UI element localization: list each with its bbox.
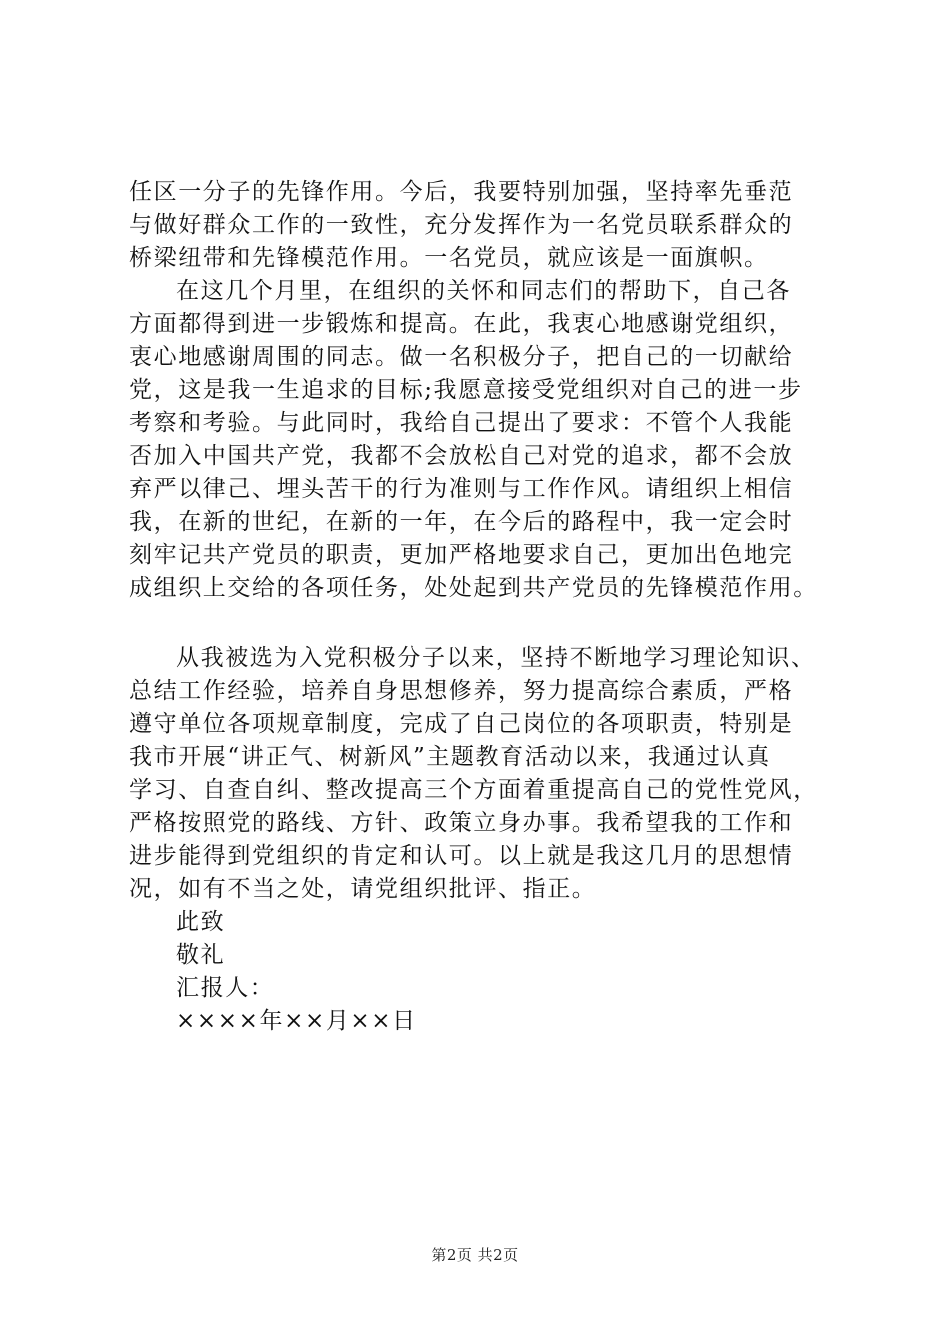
text-line: 进步能得到党组织的肯定和认可。以上就是我这几月的思想情 (129, 843, 794, 869)
text-line: 弃严以律己、埋头苦干的行为准则与工作作风。请组织上相信 (129, 476, 794, 502)
text-line: 党，这是我一生追求的目标;我愿意接受党组织对自己的进一步 (129, 377, 803, 403)
text-line: 否加入中国共产党，我都不会放松自己对党的追求，都不会放 (129, 443, 794, 469)
text-line: 我，在新的世纪，在新的一年，在今后的路程中，我一定会时 (129, 509, 794, 535)
text-line: 成组织上交给的各项任务，处处起到共产党员的先锋模范作用。 (129, 575, 818, 601)
paragraph-continuation (129, 176, 839, 275)
text-line: 方面都得到进一步锻炼和提高。在此，我衷心地感谢党组织， (129, 311, 794, 337)
reporter-label: 汇报人： (176, 975, 275, 1001)
text-line: 学习、自查自纠、整改提高三个方面着重提高自己的党性党风， (129, 777, 818, 803)
text-line: 严格按照党的路线、方针、政策立身办事。我希望我的工作和 (129, 810, 794, 836)
text-line: 在这几个月里，在组织的关怀和同志们的帮助下，自己各 (176, 278, 791, 304)
paragraph-gratitude (129, 275, 839, 605)
closing-block (129, 906, 839, 1038)
text-line: 考察和考验。与此同时，我给自己提出了要求：不管个人我能 (129, 410, 794, 436)
closing-salutation: 此致 (176, 909, 226, 935)
text-line: 况，如有不当之处，请党组织批评、指正。 (129, 876, 597, 902)
text-line: 我市开展“讲正气、树新风”主题教育活动以来，我通过认真 (129, 744, 771, 770)
text-line: 从我被选为入党积极分子以来，坚持不断地学习理论知识、 (176, 645, 816, 671)
text-line: 总结工作经验，培养自身思想修养，努力提高综合素质，严格 (129, 678, 794, 704)
text-line: 遵守单位各项规章制度，完成了自己岗位的各项职责，特别是 (129, 711, 794, 737)
paragraph-summary (129, 642, 839, 906)
text-line: 任区一分子的先锋作用。今后，我要特别加强，坚持率先垂范 (129, 179, 794, 205)
text-line: 与做好群众工作的一致性，充分发挥作为一名党员联系群众的 (129, 212, 794, 238)
document-body (129, 176, 839, 1038)
report-date: ××××年××月××日 (176, 1008, 417, 1034)
text-line: 刻牢记共产党员的职责，更加严格地要求自己，更加出色地完 (129, 542, 794, 568)
page-number-footer: 第2页 共2页 (431, 1246, 519, 1264)
text-line: 衷心地感谢周围的同志。做一名积极分子，把自己的一切献给 (129, 344, 794, 370)
closing-regards: 敬礼 (176, 942, 226, 968)
paragraph-spacer (129, 605, 839, 642)
text-line: 桥梁纽带和先锋模范作用。一名党员，就应该是一面旗帜。 (129, 245, 769, 271)
